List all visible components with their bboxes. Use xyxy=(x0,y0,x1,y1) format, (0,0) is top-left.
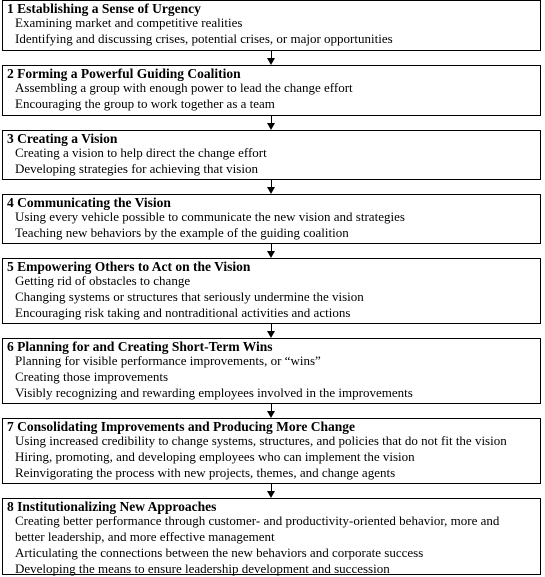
step-title: 5 Empowering Others to Act on the Vision xyxy=(7,259,251,274)
step-item: Using increased credibility to change systems, structures, and policies that do not fit the vision xyxy=(15,433,507,448)
step-title: 3 Creating a Vision xyxy=(7,131,118,146)
step-item: Hiring, promoting, and developing employees who can implement the vision xyxy=(15,449,415,464)
step-item: Creating a vision to help direct the change effort xyxy=(15,145,267,160)
step-box-4 xyxy=(2,194,541,244)
step-item: Visibly recognizing and rewarding employees involved in the improvements xyxy=(15,385,413,400)
step-item: Planning for visible performance improvements, or “wins” xyxy=(15,353,321,368)
step-item: Getting rid of obstacles to change xyxy=(15,273,191,288)
step-item: Encouraging the group to work together as a team xyxy=(15,96,275,111)
step-box-6 xyxy=(2,338,541,404)
step-item: Changing systems or structures that seriously undermine the vision xyxy=(15,289,364,304)
step-item: better leadership, and more effective management xyxy=(15,529,275,544)
step-item: Developing the means to ensure leadership development and succession xyxy=(15,561,390,576)
step-item: Reinvigorating the process with new projects, themes, and change agents xyxy=(15,465,396,480)
step-item: Identifying and discussing crises, potential crises, or major opportunities xyxy=(15,31,393,46)
step-box-2 xyxy=(2,65,541,116)
step-item: Teaching new behaviors by the example of the guiding coalition xyxy=(15,225,349,240)
step-box-8 xyxy=(2,498,541,575)
step-item: Examining market and competitive realities xyxy=(15,15,243,30)
step-item: Creating those improvements xyxy=(15,369,169,384)
step-box-7 xyxy=(2,418,541,484)
step-item: Creating better performance through customer- and productivity-oriented behavior, more and xyxy=(15,513,500,528)
step-title: 7 Consolidating Improvements and Producing More Change xyxy=(7,419,356,434)
step-item: Articulating the connections between the new behaviors and corporate success xyxy=(15,545,424,560)
step-item: Developing strategies for achieving that vision xyxy=(15,161,258,176)
step-item: Assembling a group with enough power to lead the change effort xyxy=(15,80,353,95)
step-title: 6 Planning for and Creating Short-Term Wins xyxy=(7,339,273,354)
step-box-3 xyxy=(2,130,541,180)
step-box-5 xyxy=(2,258,541,324)
step-item: Using every vehicle possible to communicate the new vision and strategies xyxy=(15,209,405,224)
step-item: Encouraging risk taking and nontraditional activities and actions xyxy=(15,305,351,320)
step-title: 8 Institutionalizing New Approaches xyxy=(7,499,217,514)
step-title: 1 Establishing a Sense of Urgency xyxy=(7,1,201,16)
step-title: 4 Communicating the Vision xyxy=(7,195,171,210)
step-box-1 xyxy=(2,0,541,51)
step-title: 2 Forming a Powerful Guiding Coalition xyxy=(7,66,241,81)
